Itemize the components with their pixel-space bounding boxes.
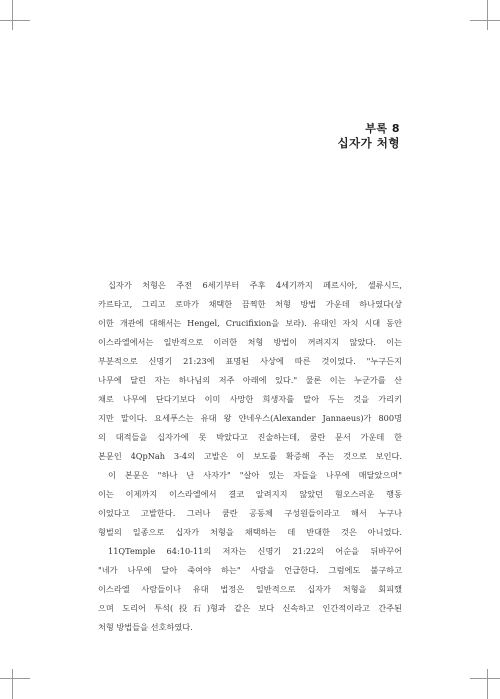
crop-mark (470, 20, 500, 21)
paragraph-line: 이스라엘에서는 일반적으로 이러한 처형 방법이 꺼려지지 않았다. 이는 (98, 337, 402, 347)
paragraph-line: 이 본문은 "하나 난 사자가" "살아 있는 자들을 나무에 매달았으며" (108, 470, 402, 480)
paragraph-line: 이었다고 고발한다. 그러나 쿰란 공동체 구성원들이라고 해서 누구나 (98, 508, 402, 518)
body-text (98, 276, 402, 637)
paragraph-line: 이스라엘 사람들이나 유대 법정은 일반적으로 십자가 처형을 회피했 (98, 584, 402, 594)
appendix-number: 부록 8 (365, 122, 400, 135)
paragraph-line: 의 대적들을 십자가에 못 박았다고 진술하는데, 쿰란 문서 가운데 한 (98, 432, 402, 442)
paragraph-line: 나무에 달린 자는 하나님의 저주 아래에 있다." 물론 이는 누군가를 산 (98, 375, 402, 385)
crop-mark (12, 0, 13, 30)
crop-mark (487, 669, 488, 699)
paragraph-line: 처형 방법들을 선호하였다. (98, 622, 193, 632)
paragraph-line: 십자가 처형은 주전 6세기부터 주후 4세기까지 페르시아, 셀류시드, (108, 280, 402, 290)
paragraph-line: 으며 도리어 투석(投石)형과 같은 보다 신속하고 인간적이라고 간주된 (98, 603, 402, 613)
paragraph-line: 이한 개관에 대해서는 Hengel, Crucifixion을 보라). 유대인 자치 시대 동안 (98, 318, 402, 328)
paragraph-line: 지만 말이다. 요세푸스는 유대 왕 얀네우스(Alexander Jannaeus)가 800명 (98, 413, 402, 423)
paragraph-line: 본문인 4QpNah 3-4의 고발은 이 보도를 확증해 주는 것으로 보인다. (98, 451, 402, 461)
paragraph-line: 카르타고, 그리고 로마가 채택한 끔찍한 처형 방법 가운데 하나였다(상 (98, 299, 402, 309)
paragraph-line: 이는 이제까지 이스라엘에서 결코 알려지지 않았던 혐오스러운 행동 (98, 489, 402, 499)
paragraph-line: 채로 나무에 단다기보다 이미 사망한 희생자를 말아 두는 것을 가리키 (98, 394, 402, 404)
crop-mark (0, 678, 30, 679)
paragraph-line: 부분적으로 신명기 21:23에 표명된 사상에 따른 것이었다. "누구든지 (98, 356, 402, 366)
paragraph-line: "네가 나무에 달아 죽여야 하는" 사람을 언급한다. 그럼에도 불구하고 (98, 565, 402, 575)
crop-mark (470, 678, 500, 679)
crop-mark (0, 20, 30, 21)
crop-mark (12, 669, 13, 699)
crop-mark (487, 0, 488, 30)
chapter-title: 십자가 처형 (337, 136, 400, 150)
paragraph-line: 11QTemple 64:10-11의 저자는 신명기 21:22의 어순을 뒤바꾸어 (108, 546, 402, 556)
paragraph-line: 형벌의 일종으로 십자가 처형을 채택하는 데 반대한 것은 아니었다. (98, 527, 402, 537)
